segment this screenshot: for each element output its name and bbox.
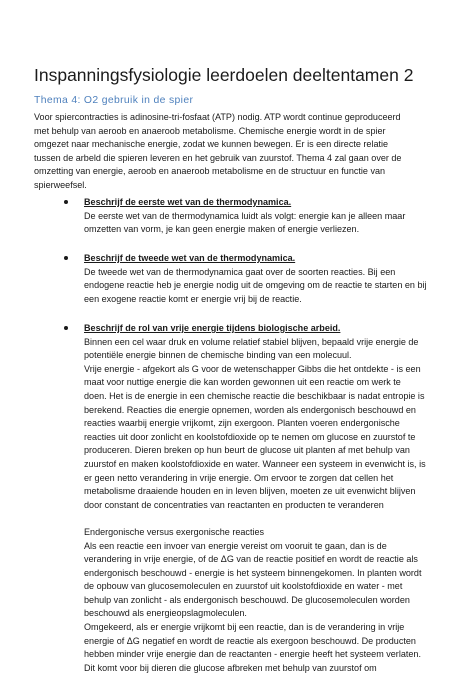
subheading-line: Endergonische versus exergonische reacties [84,526,265,537]
text-line: berekend. Reacties die energie opnemen, worden als endergonisch beschouwd en [84,404,416,415]
text-line: Omgekeerd, als er energie vrijkomt bij een reactie, dan is de verandering in vrije [84,622,405,633]
bullet-item-first-law [84,196,456,237]
bullet-title: Beschrijf de rol van vrije energie tijdens biologische arbeid. [84,323,341,333]
text-line: De tweede wet van de thermodynamica gaat over de soorten reacties. Bij een [84,266,396,277]
text-line: reacties waarbij energie vrijkomt, zijn exergoon. Planten voeren endergonische [84,418,400,429]
document-title: Inspanningsfysiologie leerdoelen deeltentamen 2 [34,65,414,85]
text-line: endogene reactie heb je energie nodig uit de omgeving om de reactie te starten en bij [84,280,427,291]
text-line: endergonisch beschouwd - energie is het systeem binnengekomen. In planten wordt [84,567,422,578]
section-heading: Thema 4: O2 gebruik in de spier [34,95,194,106]
text-line: omgezet naar mechanische energie, zodat we kunnen bewegen. Er is een directe relatie [34,139,389,150]
text-line: met behulp van aeroob en anaeroob metabolisme. Chemische energie wordt in de spier [34,125,386,136]
text-line: zuurstof en maken koolstofdioxide en water. Wanneer een systeem in evenwicht is, is [84,458,426,469]
text-line: De eerste wet van de thermodynamica luidt als volgt: energie kan je alleen maar [84,210,406,221]
text-line: Voor spiercontracties is adinosine-tri-fosfaat (ATP) nodig. ATP wordt continue geproduceerd [34,112,401,122]
bullet-icon [64,326,68,330]
bullet-icon [64,256,68,260]
text-line: tussen de arbeld die spieren leveren en het gebruik van zuurstof. Thema 4 zal gaan over de [34,152,402,163]
blank-line [84,512,456,526]
text-line: hebben minder vrije energie dan de reactanten - energie heeft het systeem verlaten. [84,649,421,660]
text-line: produceren. Dieren breken op hun beurt de glucose uit planten af met behulp van [84,445,410,456]
text-line: omzetting van energie, aeroob en anaeroob metabolisme en de structuur en functie van [34,166,386,177]
text-line: spierweefsel. [34,179,87,190]
text-line: metabolisme draaiende houden en in leven blijven, moeten ze uit evenwicht blijven [84,486,416,497]
text-line: potentiële energie binnen de chemische binding van een molecuul. [84,350,352,361]
text-line: energie of ΔG negatief en wordt de reactie als exergoon beschouwd. De producten [84,635,416,646]
text-line: behulp van zonlicht - als endergonisch beschouwd. De glucosemoleculen worden [84,594,410,605]
intro-paragraph [34,111,452,193]
bullet-item-second-law [84,252,456,306]
text-line: Binnen een cel waar druk en volume relatief stabiel blijven, bepaald vrije energie de [84,336,419,347]
text-line: een exogene reactie komt er energie vrij bij de reactie. [84,293,302,304]
text-line: doen. Het is de energie in een chemische reactie die beschikbaar is nadat entropie is [84,390,425,401]
text-line: omzetten van vorm, je kan geen energie maken of energie verliezen. [84,224,360,235]
text-line: Als een reactie een invoer van energie vereist om vooruit te gaan, dan is de [84,540,387,551]
text-line: reacties uit door zonlicht en koolstofdioxide op te nemen om glucose en zuurstof te [84,431,416,442]
text-line: beschouwd als energieopslagmoleculen. [84,608,247,619]
text-line: de opbouw van glucosemoleculen en zuurstof uit koolstofdioxide en water - met [84,581,403,592]
bullet-item-free-energy [84,322,456,675]
text-line: maat voor nuttige energie die kan worden gewonnen uit een reactie om werk te [84,377,401,388]
text-line: er geen netto verandering in vrije energie. Om ervoor te zorgen dat cellen het [84,472,394,483]
text-line: Dit komt voor bij dieren die glucose afbreken met behulp van zuurstof om [84,662,377,673]
bullet-icon [64,200,68,204]
text-line: verandering in vrije energie, of de ΔG van de reactie positief en wordt de reactie als [84,554,418,565]
bullet-title: Beschrijf de eerste wet van de thermodynamica. [84,197,292,207]
bullet-title: Beschrijf de tweede wet van de thermodynamica. [84,253,296,263]
text-line: Vrije energie - afgekort als G voor de wetenschapper Gibbs die het ontdekte - is een [84,363,421,374]
text-line: door constant de concentraties van reactanten en producten te veranderen [84,499,384,510]
